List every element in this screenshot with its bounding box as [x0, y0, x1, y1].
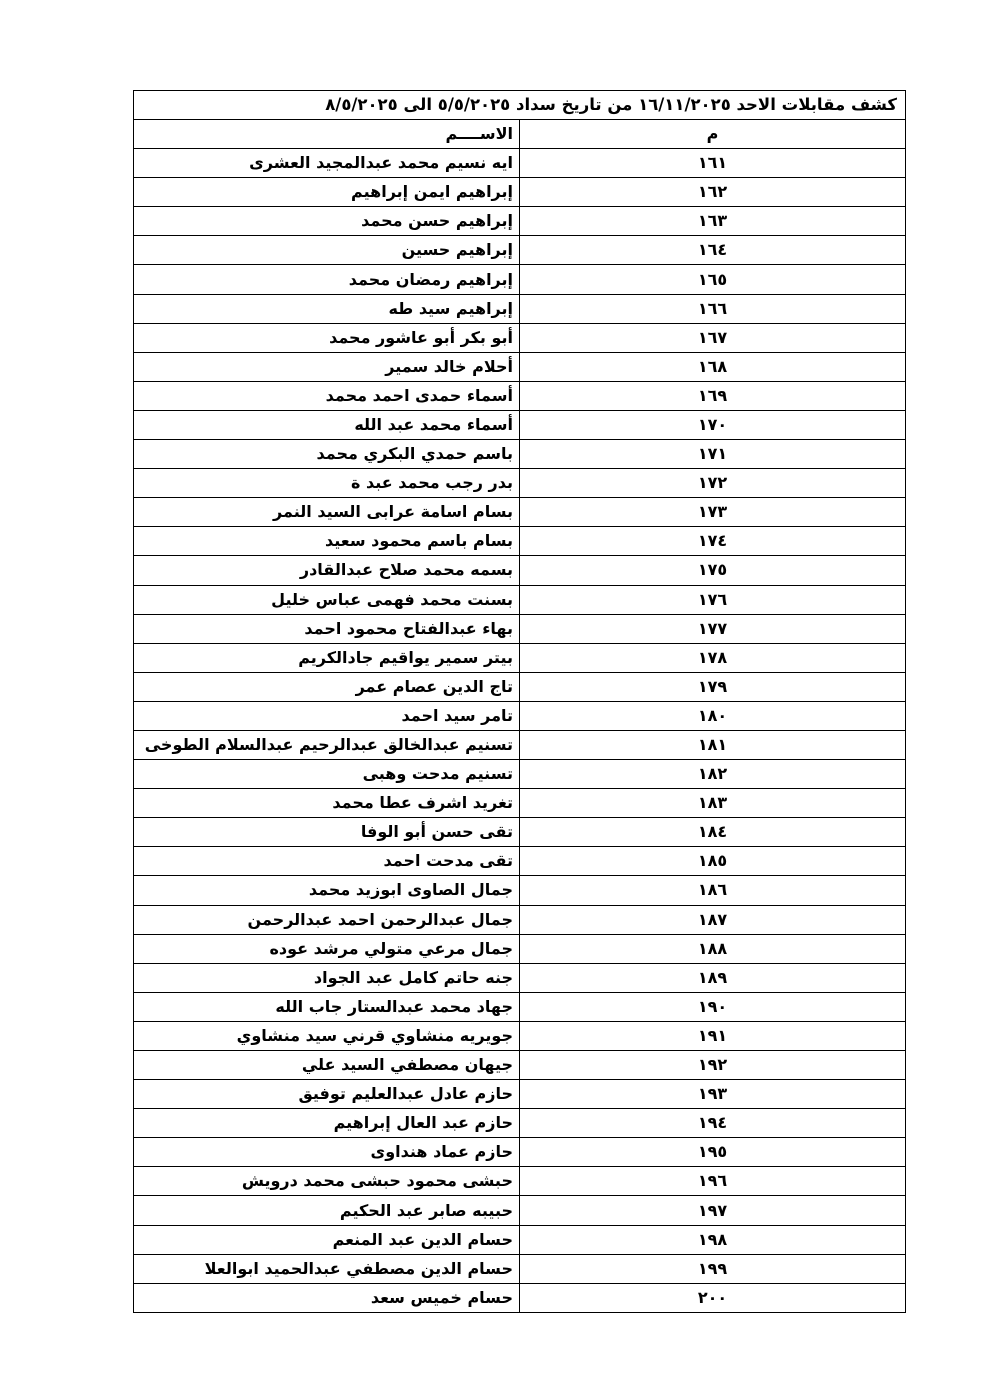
row-number: ١٧٨: [520, 643, 906, 672]
row-number: ١٦٦: [520, 294, 906, 323]
table-row: [134, 527, 906, 556]
table-row: [134, 876, 906, 905]
row-number: ١٦٥: [520, 265, 906, 294]
table-row: [134, 381, 906, 410]
row-number: ١٨٦: [520, 876, 906, 905]
row-number: ١٧٦: [520, 585, 906, 614]
table-row: [134, 1109, 906, 1138]
row-name: أسماء محمد عبد الله: [134, 410, 520, 439]
row-name: بسام اسامة عرابى السيد النمر: [134, 498, 520, 527]
table-row: [134, 1196, 906, 1225]
row-number: ١٧٧: [520, 614, 906, 643]
row-number: ١٦٢: [520, 178, 906, 207]
row-number: ١٩٤: [520, 1109, 906, 1138]
table-row: [134, 963, 906, 992]
table-row: [134, 207, 906, 236]
table-row: [134, 440, 906, 469]
row-number: ١٧٥: [520, 556, 906, 585]
header-name: الاســــم: [134, 120, 520, 149]
row-number: ٢٠٠: [520, 1283, 906, 1312]
table-row: [134, 643, 906, 672]
row-name: بدر رجب محمد عبد ة: [134, 469, 520, 498]
row-name: باسم حمدي البكري محمد: [134, 440, 520, 469]
table-row: [134, 701, 906, 730]
table-row: [134, 1021, 906, 1050]
row-number: ١٩٩: [520, 1254, 906, 1283]
row-number: ١٩١: [520, 1021, 906, 1050]
table-row: [134, 672, 906, 701]
row-name: جمال الصاوى ابوزيد محمد: [134, 876, 520, 905]
row-number: ١٦٤: [520, 236, 906, 265]
row-name: حازم عبد العال إبراهيم: [134, 1109, 520, 1138]
table-row: [134, 818, 906, 847]
table-row: [134, 323, 906, 352]
table-row: [134, 789, 906, 818]
table-row: [134, 556, 906, 585]
row-number: ١٨٩: [520, 963, 906, 992]
table-row: [134, 498, 906, 527]
row-number: ١٨٨: [520, 934, 906, 963]
table-row: [134, 469, 906, 498]
row-name: إبراهيم ايمن إبراهيم: [134, 178, 520, 207]
row-name: حازم عماد هنداوى: [134, 1138, 520, 1167]
row-name: إبراهيم حسين: [134, 236, 520, 265]
table-row: [134, 1254, 906, 1283]
row-name: جمال مرعي متولي مرشد عوده: [134, 934, 520, 963]
row-name: بيتر سمير يواقيم جادالكريم: [134, 643, 520, 672]
row-name: حازم عادل عبدالعليم توفيق: [134, 1080, 520, 1109]
title-row: [134, 91, 906, 120]
row-number: ١٩٣: [520, 1080, 906, 1109]
table-row: [134, 294, 906, 323]
row-name: جهاد محمد عبدالستار جاب الله: [134, 992, 520, 1021]
row-name: تسنيم مدحت وهبى: [134, 760, 520, 789]
row-name: بهاء عبدالفتاح محمود احمد: [134, 614, 520, 643]
row-name: حسام الدين مصطفي عبدالحميد ابوالعلا: [134, 1254, 520, 1283]
table-row: [134, 992, 906, 1021]
row-name: بسام باسم محمود سعيد: [134, 527, 520, 556]
row-number: ١٧٢: [520, 469, 906, 498]
row-number: ١٨٢: [520, 760, 906, 789]
row-number: ١٦٧: [520, 323, 906, 352]
row-name: بسمه محمد صلاح عبدالقادر: [134, 556, 520, 585]
table-row: [134, 236, 906, 265]
row-number: ١٩٢: [520, 1051, 906, 1080]
row-number: ١٨٣: [520, 789, 906, 818]
row-name: جيهان مصطفي السيد علي: [134, 1051, 520, 1080]
table-row: [134, 352, 906, 381]
row-number: ١٨٤: [520, 818, 906, 847]
row-number: ١٦٣: [520, 207, 906, 236]
table-row: [134, 1051, 906, 1080]
row-number: ١٧٩: [520, 672, 906, 701]
row-name: تاج الدين عصام عمر: [134, 672, 520, 701]
row-name: أسماء حمدى احمد محمد: [134, 381, 520, 410]
row-name: حبشى محمود حبشى محمد درويش: [134, 1167, 520, 1196]
table-row: [134, 614, 906, 643]
row-number: ١٩٠: [520, 992, 906, 1021]
row-number: ١٧٠: [520, 410, 906, 439]
table-row: [134, 1283, 906, 1312]
row-name: إبراهيم سيد طه: [134, 294, 520, 323]
interview-list-table: [133, 90, 906, 1313]
row-name: أبو بكر أبو عاشور محمد: [134, 323, 520, 352]
row-number: ١٨١: [520, 730, 906, 759]
table-row: [134, 1080, 906, 1109]
table-row: [134, 1225, 906, 1254]
row-number: ١٩٥: [520, 1138, 906, 1167]
sheet-title: كشف مقابلات الاحد ١٦/١١/٢٠٢٥ من تاريخ سداد ٥/٥/٢٠٢٥ الى ٨/٥/٢٠٢٥: [134, 91, 906, 120]
header-number: م: [520, 120, 906, 149]
row-number: ١٨٥: [520, 847, 906, 876]
row-name: جنه حاتم كامل عبد الجواد: [134, 963, 520, 992]
row-name: تقى مدحت احمد: [134, 847, 520, 876]
table-row: [134, 1138, 906, 1167]
row-number: ١٦٨: [520, 352, 906, 381]
row-name: تسنيم عبدالخالق عبدالرحيم عبدالسلام الطوخى: [134, 730, 520, 759]
table-row: [134, 410, 906, 439]
row-name: تقى حسن أبو الوفا: [134, 818, 520, 847]
row-name: إبراهيم رمضان محمد: [134, 265, 520, 294]
row-number: ١٩٧: [520, 1196, 906, 1225]
row-number: ١٩٨: [520, 1225, 906, 1254]
table-body: [134, 149, 906, 1313]
table-row: [134, 149, 906, 178]
row-name: حسام الدين عبد المنعم: [134, 1225, 520, 1254]
row-name: بسنت محمد فهمى عباس خليل: [134, 585, 520, 614]
table-row: [134, 265, 906, 294]
row-name: تغريد اشرف عطا محمد: [134, 789, 520, 818]
row-name: ايه نسيم محمد عبدالمجيد العشرى: [134, 149, 520, 178]
row-number: ١٩٦: [520, 1167, 906, 1196]
table-row: [134, 934, 906, 963]
table-row: [134, 178, 906, 207]
table-row: [134, 1167, 906, 1196]
table-row: [134, 847, 906, 876]
row-number: ١٧١: [520, 440, 906, 469]
table-row: [134, 905, 906, 934]
table-row: [134, 585, 906, 614]
table-row: [134, 760, 906, 789]
row-name: حبيبه صابر عبد الحكيم: [134, 1196, 520, 1225]
row-number: ١٨٠: [520, 701, 906, 730]
row-name: أحلام خالد سمير: [134, 352, 520, 381]
row-number: ١٨٧: [520, 905, 906, 934]
row-number: ١٦٩: [520, 381, 906, 410]
row-name: حسام خميس سعد: [134, 1283, 520, 1312]
row-name: إبراهيم حسن محمد: [134, 207, 520, 236]
header-row: [134, 120, 906, 149]
row-name: جمال عبدالرحمن احمد عبدالرحمن: [134, 905, 520, 934]
table-row: [134, 730, 906, 759]
row-name: جويريه منشاوي قرني سيد منشاوي: [134, 1021, 520, 1050]
row-number: ١٧٤: [520, 527, 906, 556]
row-number: ١٦١: [520, 149, 906, 178]
row-name: تامر سيد احمد: [134, 701, 520, 730]
row-number: ١٧٣: [520, 498, 906, 527]
